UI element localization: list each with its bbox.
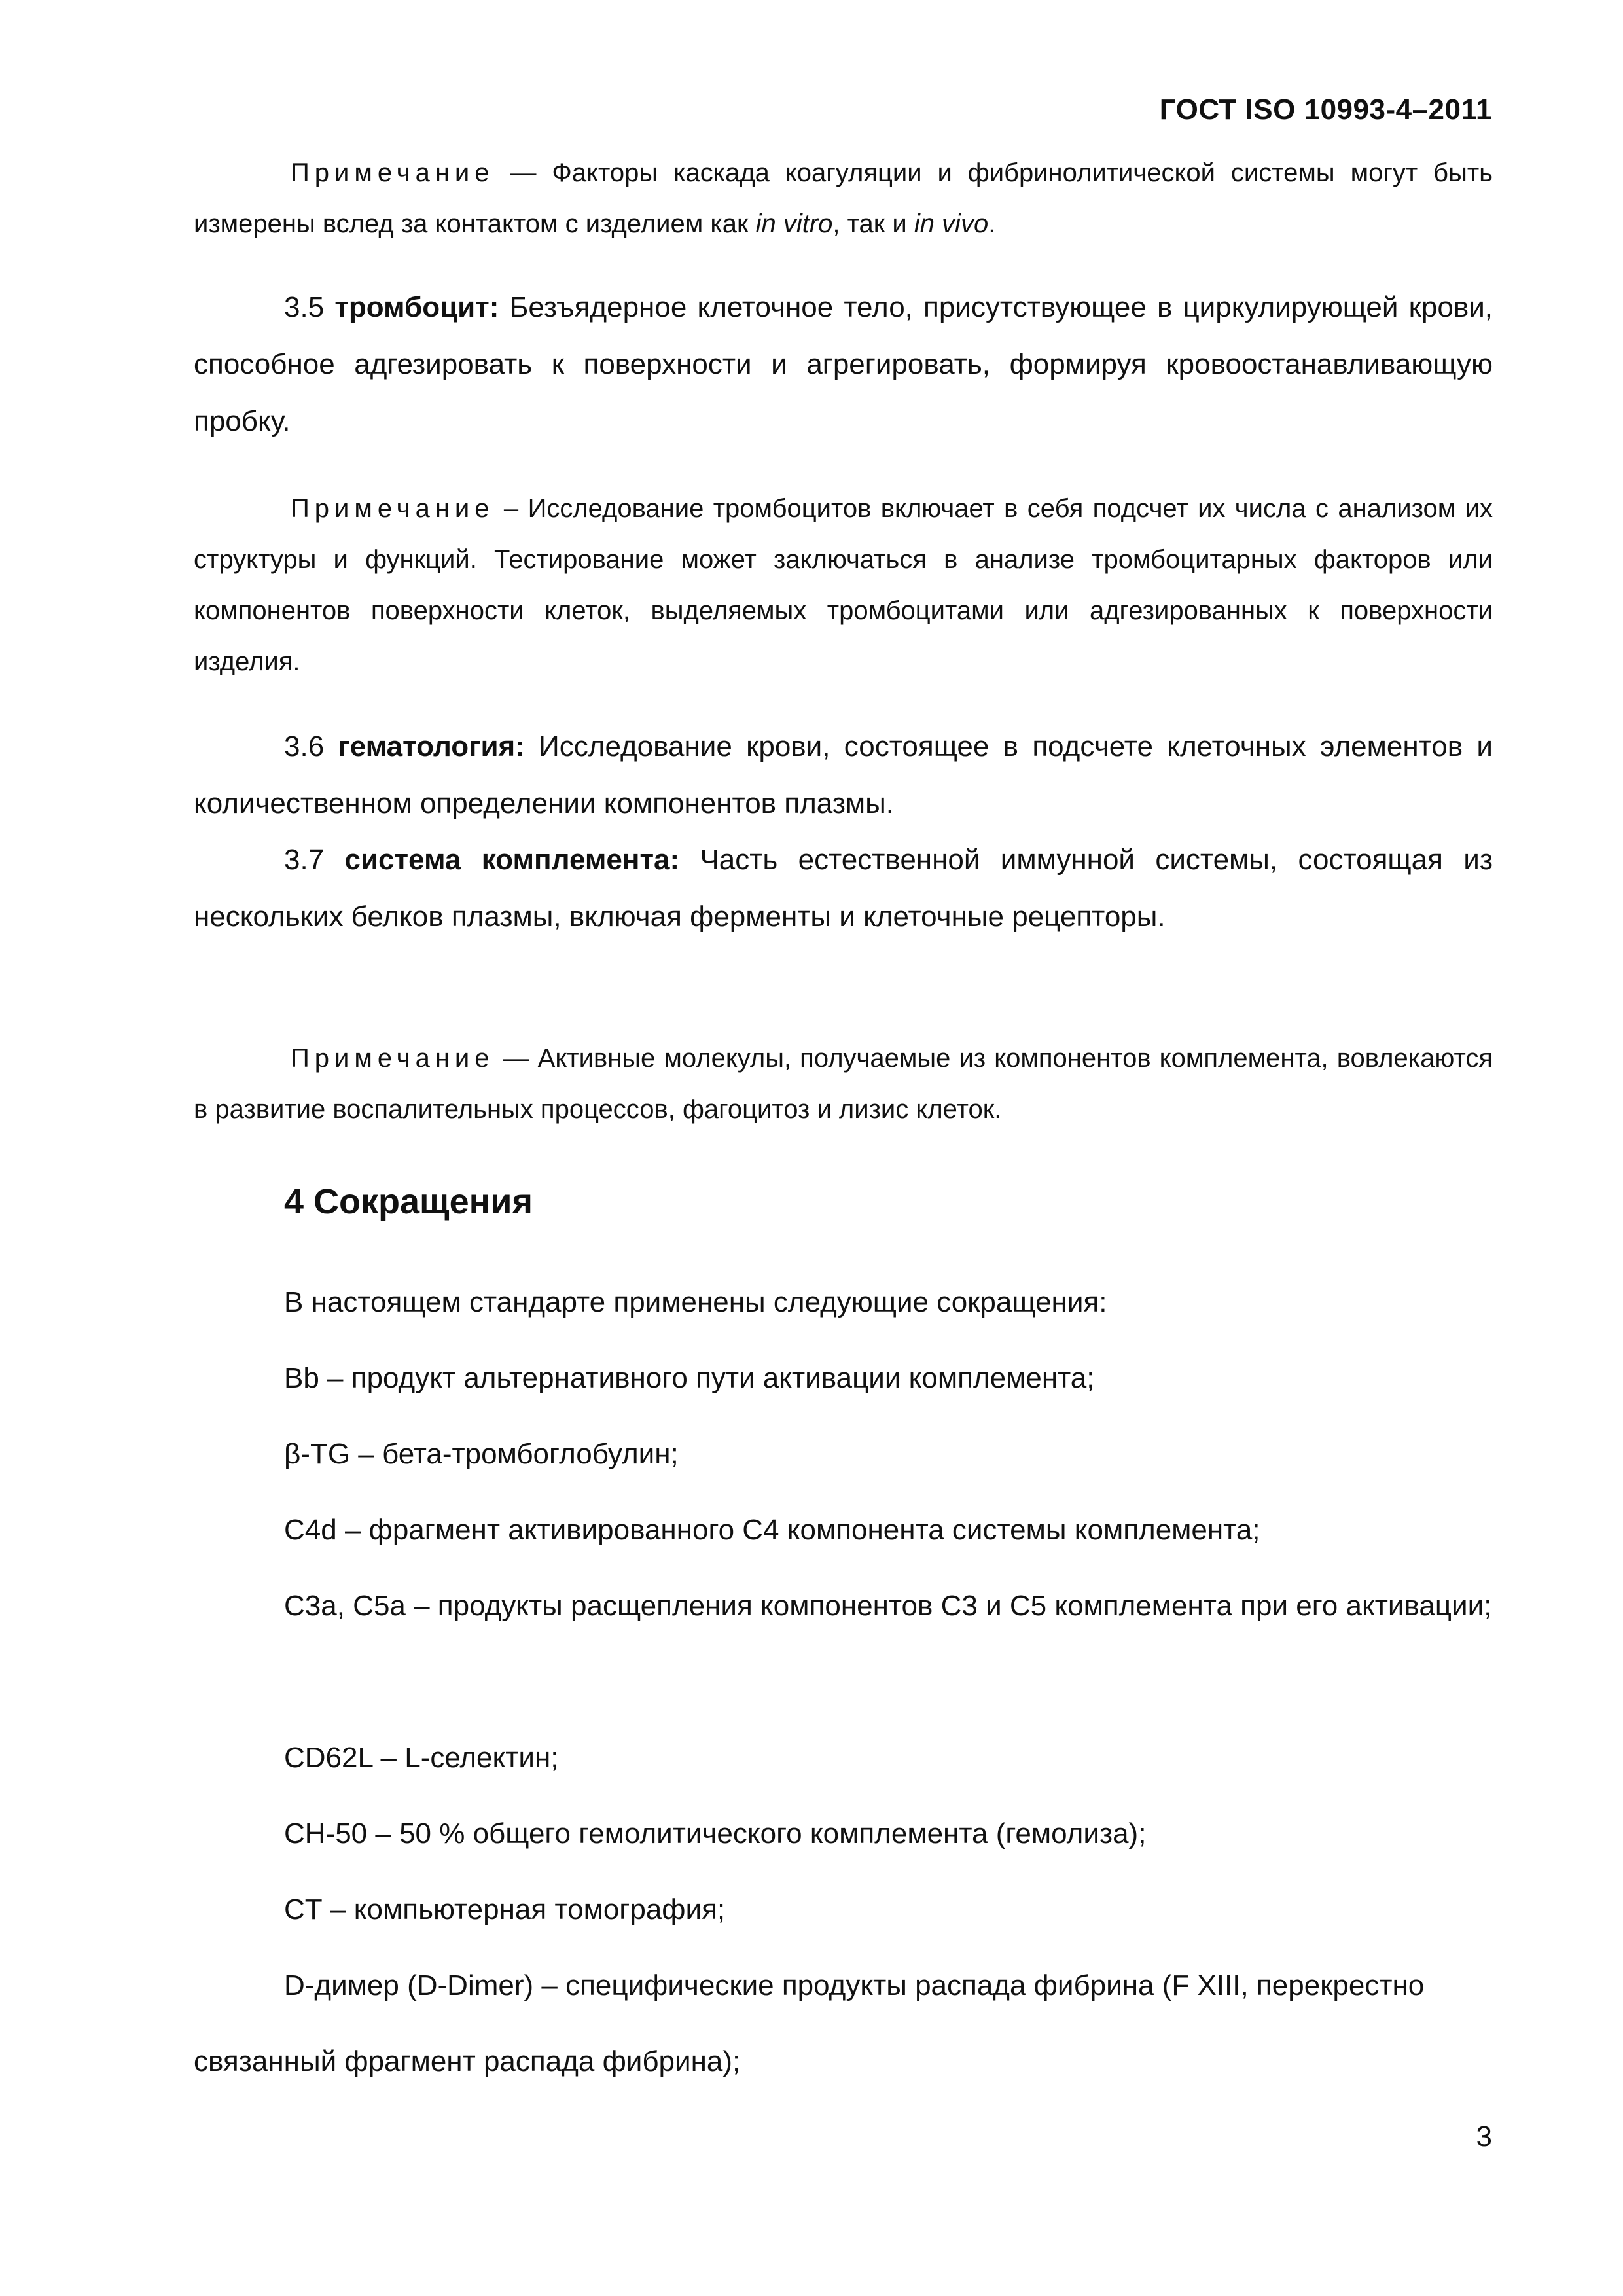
abbreviation-item: CD62L – L-селектин;: [284, 1742, 559, 1774]
section-heading: 4 Сокращения: [284, 1182, 533, 1221]
abbreviation-item: CT – компьютерная томография;: [284, 1893, 726, 1926]
page-number: 3: [1476, 2121, 1492, 2153]
abbreviation-item: CH-50 – 50 % общего гемолитического комплемента (гемолиза);: [284, 1818, 1147, 1850]
term: гематология:: [338, 730, 525, 762]
section-intro: В настоящем стандарте применены следующие сокращения:: [284, 1286, 1107, 1318]
document-header: ГОСТ ISO 10993-4–2011: [1159, 94, 1492, 126]
definition-3-7: 3.7 система комплемента: Часть естественной иммунной системы, состоящая из нескольких белков плазмы, включая ферменты и клеточные рецепторы.: [194, 844, 1493, 933]
abbreviation-item: C3a, C5a – продукты расщепления компонентов C3 и C5 комплемента при его активации;: [284, 1590, 1492, 1622]
abbreviation-item: C4d – фрагмент активированного C4 компонента системы комплемента;: [284, 1514, 1260, 1546]
note-1: Примечание — Факторы каскада коагуляции и фибринолитической системы могут быть измерены вслед за контактом с изделием как in vitro, так и in vivo.: [194, 158, 1493, 238]
note-2: Примечание – Исследование тромбоцитов включает в себя подсчет их числа с анализом их структуры и функций. Тестирование может заключаться в анализе тромбоцитарных факторов или компонентов поверхности клеток, выделяемых тромбоцитами или адгезированных к поверхности изделия.: [194, 494, 1493, 676]
note-label: Примечание: [291, 158, 495, 187]
definition-3-6: 3.6 гематология: Исследование крови, состоящее в подсчете клеточных элементов и количественном определении компонентов плазмы.: [194, 730, 1493, 819]
abbreviation-item: Bb – продукт альтернативного пути активации комплемента;: [284, 1362, 1095, 1394]
note-label: Примечание: [291, 1044, 495, 1073]
note-3: Примечание — Активные молекулы, получаемые из компонентов комплемента, вовлекаются в развитие воспалительных процессов, фагоцитоз и лизис клеток.: [194, 1044, 1493, 1124]
abbreviation-item: β-TG – бета-тромбоглобулин;: [284, 1438, 679, 1470]
note-label: Примечание: [291, 494, 495, 523]
abbreviation-item: D-димер (D-Dimer) – специфические продукты распада фибрина (F XIII, перекрестно связанный фрагмент распада фибрина);: [194, 1969, 1425, 2077]
term: система комплемента:: [344, 844, 680, 876]
definition-3-5: 3.5 тромбоцит: Безъядерное клеточное тело, присутствующее в циркулирующей крови, способное адгезировать к поверхности и агрегировать, формируя кровоостанавливающую пробку.: [194, 291, 1493, 437]
term: тромбоцит:: [334, 291, 499, 323]
